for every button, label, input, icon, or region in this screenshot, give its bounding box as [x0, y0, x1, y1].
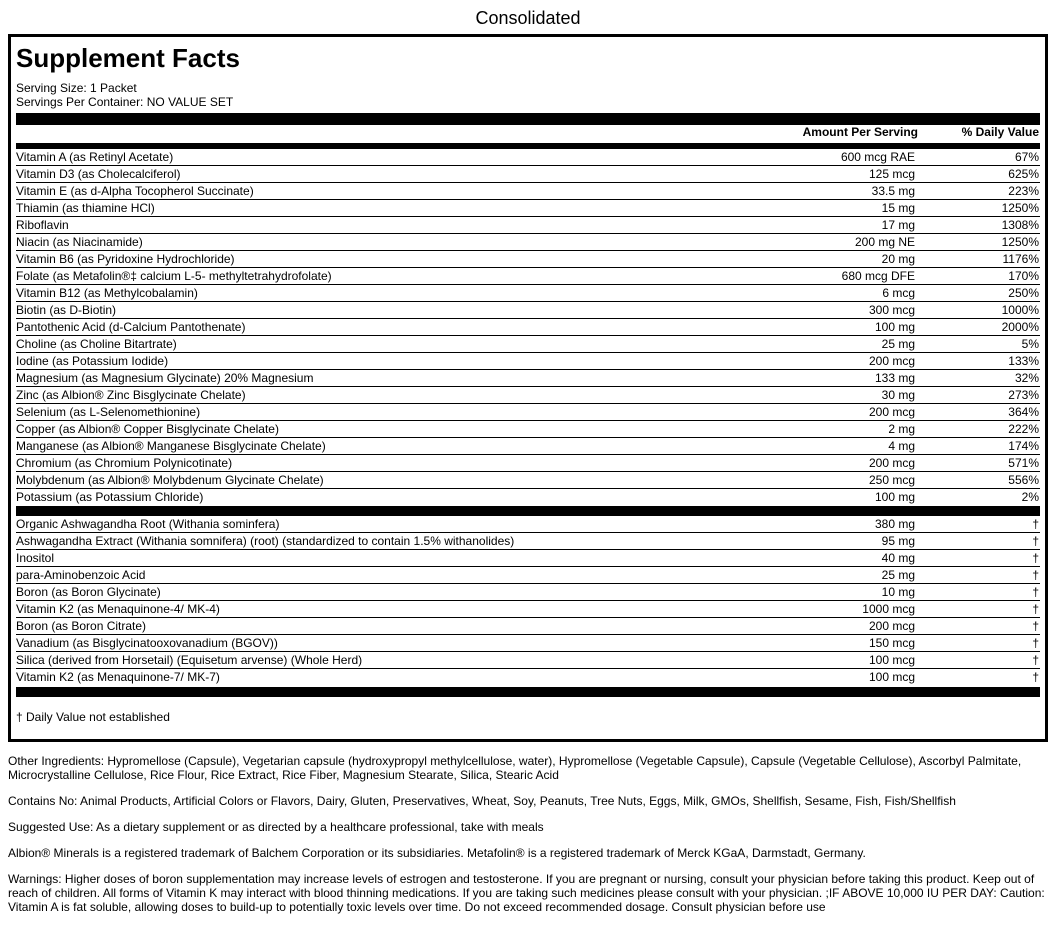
ingredient-name: Potassium (as Potassium Chloride): [16, 490, 204, 504]
daily-value: 223%: [1008, 184, 1039, 198]
table-row: [16, 438, 1040, 455]
ingredient-name: Molybdenum (as Albion® Molybdenum Glycinate Chelate): [16, 473, 324, 487]
ingredient-name: Biotin (as D-Biotin): [16, 303, 117, 317]
amount-value: 100 mg: [874, 320, 915, 334]
table-row: [16, 166, 1040, 183]
ingredient-name: Vitamin E (as d-Alpha Tocopherol Succinate): [16, 184, 254, 198]
table-row: [16, 302, 1040, 319]
table-row: [16, 319, 1040, 336]
thick-divider: [16, 113, 1040, 125]
daily-value: †: [1032, 670, 1039, 684]
daily-value: †: [1032, 636, 1039, 650]
table-row: [16, 387, 1040, 404]
daily-value: 67%: [1014, 150, 1039, 164]
amount-per-serving-header: Amount Per Serving: [802, 125, 918, 139]
table-row: [16, 183, 1040, 200]
servings-per-container: Servings Per Container: NO VALUE SET: [16, 95, 234, 109]
daily-value: 273%: [1008, 388, 1039, 402]
daily-value: †: [1032, 517, 1039, 531]
amount-value: 33.5 mg: [871, 184, 915, 198]
table-row: [16, 200, 1040, 217]
suggested-use-text: Suggested Use: As a dietary supplement or as directed by a healthcare professional, take with meals: [8, 820, 544, 834]
daily-value: 571%: [1008, 456, 1039, 470]
table-row: [16, 584, 1040, 601]
table-row: [16, 421, 1040, 438]
table-row: [16, 533, 1040, 550]
daily-value: 2000%: [1001, 320, 1039, 334]
daily-value: †: [1032, 619, 1039, 633]
daily-value: †: [1032, 551, 1039, 565]
table-row: [16, 516, 1040, 533]
ingredient-name: Niacin (as Niacinamide): [16, 235, 143, 249]
amount-value: 380 mg: [874, 517, 915, 531]
amount-value: 150 mcg: [868, 636, 915, 650]
daily-value: 1000%: [1001, 303, 1039, 317]
table-row: [16, 285, 1040, 302]
daily-value: 222%: [1008, 422, 1039, 436]
table-row: [16, 489, 1040, 506]
amount-value: 125 mcg: [868, 167, 915, 181]
ingredient-name: Zinc (as Albion® Zinc Bisglycinate Chelate): [16, 388, 246, 402]
table-row: [16, 149, 1040, 166]
table-row: [16, 652, 1040, 669]
ingredient-name: Vitamin B6 (as Pyridoxine Hydrochloride): [16, 252, 235, 266]
amount-value: 95 mg: [881, 534, 915, 548]
amount-value: 25 mg: [881, 337, 915, 351]
table-row: [16, 336, 1040, 353]
ingredient-name: Vitamin K2 (as Menaquinone-4/ MK-4): [16, 602, 220, 616]
page-title: Consolidated: [475, 8, 581, 28]
amount-value: 200 mcg: [868, 619, 915, 633]
table-row: [16, 404, 1040, 421]
table-row: [16, 618, 1040, 635]
section-divider: [16, 506, 1040, 516]
daily-value-header: % Daily Value: [961, 125, 1039, 139]
daily-value: 133%: [1008, 354, 1039, 368]
ingredient-name: Silica (derived from Horsetail) (Equisetum arvense) (Whole Herd): [16, 653, 363, 667]
ingredient-name: Ashwagandha Extract (Withania somnifera) (root) (standardized to contain 1.5% withanolides): [16, 534, 515, 548]
ingredient-name: Manganese (as Albion® Manganese Bisglycinate Chelate): [16, 439, 326, 453]
ingredient-name: Organic Ashwagandha Root (Withania sominfera): [16, 517, 280, 531]
contains-no-text: Contains No: Animal Products, Artificial Colors or Flavors, Dairy, Gluten, Preservatives, Wheat, Soy, Peanuts, Tree Nuts, Eggs, Milk, GMOs, Shellfish, Sesame, Fish, Fish/Shellfish: [8, 794, 956, 808]
daily-value: †: [1032, 585, 1039, 599]
other-ingredients-text: Other Ingredients: Hypromellose (Capsule), Vegetarian capsule (hydroxypropyl methylcellulose, water), Hypromellose (Vegetable Capsule), Capsule (Vegetable Cellulose), Ascorbyl Palmitate, Microcrystalline Cellulose, Rice Flour, Rice Extract, Rice Fiber, Magnesium Stearate, Silica, Stearic Acid: [8, 754, 1022, 782]
ingredient-name: Vanadium (as Bisglycinatooxovanadium (BGOV)): [16, 636, 278, 650]
other-ingredients-table: [16, 516, 1040, 686]
ingredient-name: Thiamin (as thiamine HCl): [16, 201, 155, 215]
ingredient-name: Vitamin K2 (as Menaquinone-7/ MK-7): [16, 670, 220, 684]
ingredient-name: para-Aminobenzoic Acid: [16, 568, 146, 582]
amount-value: 10 mg: [881, 585, 915, 599]
ingredient-name: Iodine (as Potassium Iodide): [16, 354, 169, 368]
amount-value: 200 mcg: [868, 354, 915, 368]
ingredient-name: Boron (as Boron Glycinate): [16, 585, 161, 599]
bottom-divider: [16, 687, 1040, 697]
amount-value: 200 mg NE: [854, 235, 915, 249]
ingredient-name: Vitamin A (as Retinyl Acetate): [16, 150, 174, 164]
table-row: [16, 550, 1040, 567]
amount-value: 30 mg: [881, 388, 915, 402]
amount-value: 20 mg: [881, 252, 915, 266]
ingredient-name: Pantothenic Acid (d-Calcium Pantothenate): [16, 320, 246, 334]
ingredient-name: Folate (as Metafolin®‡ calcium L-5- methyltetrahydrofolate): [16, 269, 332, 283]
amount-value: 15 mg: [881, 201, 915, 215]
amount-value: 133 mg: [874, 371, 915, 385]
amount-value: 250 mcg: [868, 473, 915, 487]
table-row: [16, 251, 1040, 268]
table-row: [16, 567, 1040, 584]
daily-value: †: [1032, 602, 1039, 616]
daily-value: 1250%: [1001, 201, 1039, 215]
amount-value: 100 mcg: [868, 653, 915, 667]
daily-value: 2%: [1021, 490, 1039, 504]
table-row: [16, 635, 1040, 652]
ingredient-name: Vitamin B12 (as Methylcobalamin): [16, 286, 198, 300]
daily-value: 1176%: [1002, 252, 1039, 266]
ingredient-name: Vitamin D3 (as Cholecalciferol): [16, 167, 181, 181]
ingredient-name: Inositol: [16, 551, 55, 565]
table-row: [16, 268, 1040, 285]
amount-value: 100 mg: [874, 490, 915, 504]
amount-value: 6 mcg: [882, 286, 915, 300]
amount-value: 17 mg: [881, 218, 915, 232]
table-row: [16, 472, 1040, 489]
trademark-text: Albion® Minerals is a registered trademark of Balchem Corporation or its subsidiaries. Metafolin® is a registered trademark of Merck KGaA, Darmstadt, Germany.: [8, 846, 866, 860]
table-row: [16, 669, 1040, 686]
daily-value: 556%: [1008, 473, 1039, 487]
serving-size: Serving Size: 1 Packet: [16, 81, 137, 95]
daily-value-footnote: † Daily Value not established: [16, 710, 170, 724]
daily-value: 1308%: [1001, 218, 1039, 232]
supplement-facts-panel: [8, 34, 1048, 742]
amount-value: 4 mg: [888, 439, 915, 453]
amount-value: 2 mg: [888, 422, 915, 436]
daily-value: 1250%: [1001, 235, 1039, 249]
daily-value: †: [1032, 653, 1039, 667]
amount-value: 680 mcg DFE: [841, 269, 915, 283]
table-row: [16, 455, 1040, 472]
ingredient-name: Copper (as Albion® Copper Bisglycinate Chelate): [16, 422, 279, 436]
panel-title: Supplement Facts: [16, 43, 240, 73]
amount-value: 200 mcg: [868, 456, 915, 470]
ingredient-name: Boron (as Boron Citrate): [16, 619, 147, 633]
amount-value: 1000 mcg: [862, 602, 915, 616]
amount-value: 200 mcg: [868, 405, 915, 419]
ingredient-name: Magnesium (as Magnesium Glycinate) 20% Magnesium: [16, 371, 314, 385]
amount-value: 100 mcg: [868, 670, 915, 684]
ingredient-name: Riboflavin: [16, 218, 69, 232]
amount-value: 25 mg: [881, 568, 915, 582]
amount-value: 600 mcg RAE: [840, 150, 915, 164]
daily-value: †: [1032, 534, 1039, 548]
daily-value: 5%: [1021, 337, 1039, 351]
daily-value: †: [1032, 568, 1039, 582]
warnings-text: Warnings: Higher doses of boron supplementation may increase levels of estrogen and testosterone. If you are pregnant or nursing, consult your physician before taking this product. Keep out of reach of children. All forms of Vitamin K may interact with blood thinning medications. If you are taking such medicines please consult with your physician. ;IF ABOVE 10,000 IU PER DAY: Caution: Vitamin A is fat soluble, allowing doses to build-up to potentially toxic levels over time. Do not exceed recommended dosage. Consult physician before use: [8, 872, 1045, 914]
table-row: [16, 217, 1040, 234]
nutrient-table: [16, 149, 1040, 506]
daily-value: 625%: [1008, 167, 1039, 181]
ingredient-name: Selenium (as L-Selenomethionine): [16, 405, 201, 419]
daily-value: 364%: [1008, 405, 1039, 419]
daily-value: 170%: [1008, 269, 1039, 283]
daily-value: 32%: [1014, 371, 1039, 385]
table-row: [16, 353, 1040, 370]
table-row: [16, 601, 1040, 618]
daily-value: 250%: [1008, 286, 1039, 300]
ingredient-name: Chromium (as Chromium Polynicotinate): [16, 456, 233, 470]
amount-value: 40 mg: [881, 551, 915, 565]
table-row: [16, 370, 1040, 387]
daily-value: 174%: [1008, 439, 1039, 453]
table-row: [16, 234, 1040, 251]
ingredient-name: Choline (as Choline Bitartrate): [16, 337, 177, 351]
amount-value: 300 mcg: [868, 303, 915, 317]
